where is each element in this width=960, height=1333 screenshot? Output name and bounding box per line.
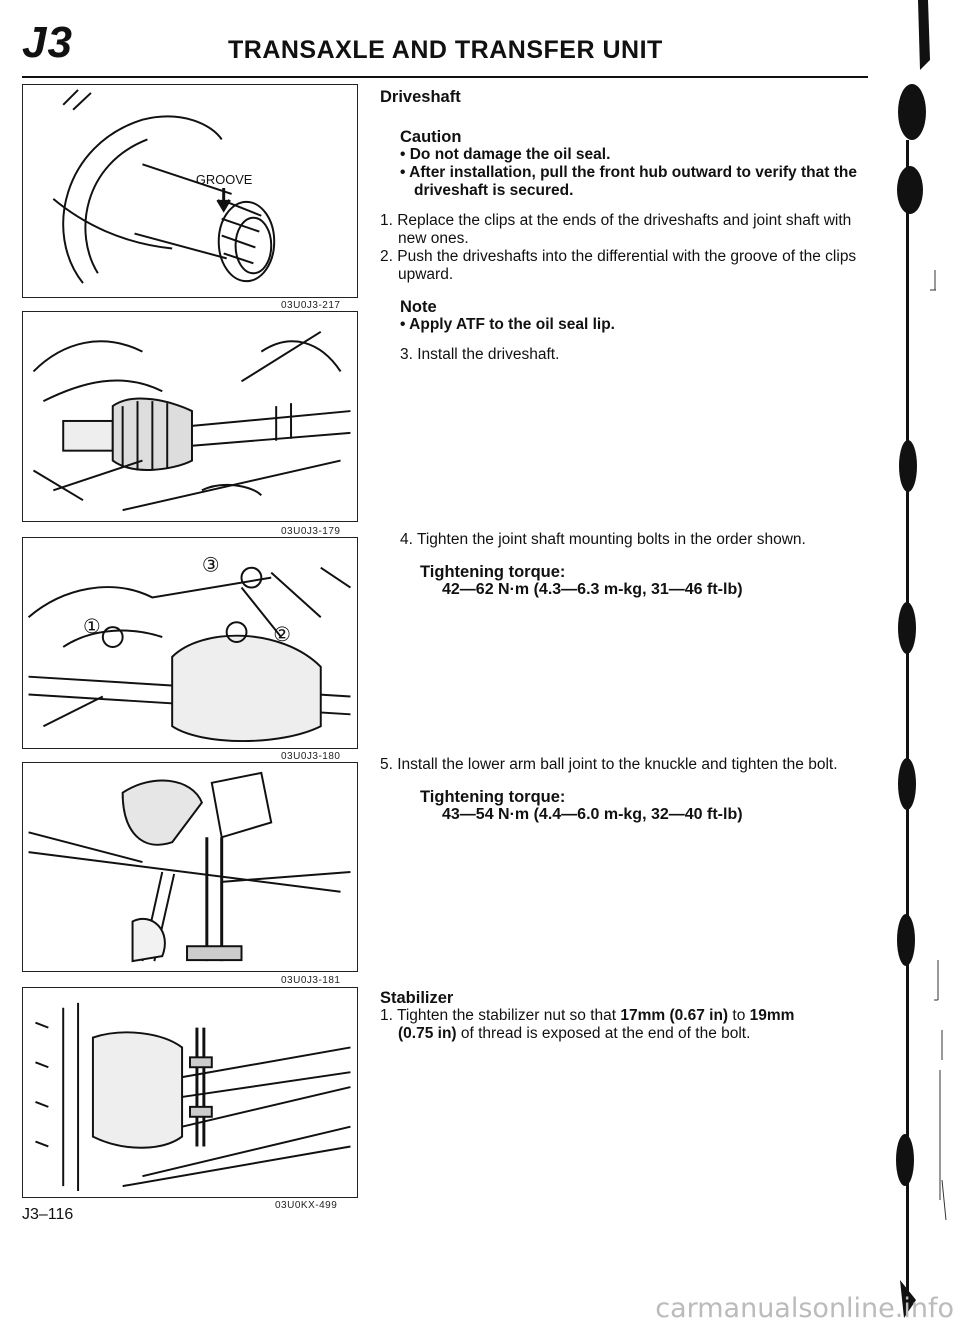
step-2: 2. Push the driveshafts into the differential with the groove of the clips upward. [380,248,857,283]
figure-code-3: 03U0J3-180 [281,751,341,762]
page-title: TRANSAXLE AND TRANSFER UNIT [228,36,663,64]
groove-label: GROOVE [195,172,253,188]
figure-driveshaft-groove [22,84,358,298]
torque-value-1: 42—62 N·m (4.3—6.3 m-kg, 31—46 ft-lb) [442,581,743,598]
watermark: carmanualsonline.info [655,1293,954,1324]
install-driveshaft-illustration [23,312,357,521]
header-rule [22,76,868,78]
driveshaft-heading: Driveshaft [380,88,461,106]
figure-install-driveshaft [22,311,358,522]
callout-3: ③ [201,553,220,577]
figure-code-5: 03U0KX-499 [275,1200,338,1211]
section-code: J3 [22,18,73,67]
stabilizer-heading: Stabilizer [380,989,454,1007]
caution-item-1: • Do not damage the oil seal. [400,146,611,163]
stabilizer-section [380,989,870,1043]
driveshaft-groove-illustration [23,85,357,297]
step-1: 1. Replace the clips at the ends of the driveshafts and joint shaft with new ones. [380,212,852,247]
figure-code-4: 03U0J3-181 [281,975,341,986]
note-label: Note [400,298,437,316]
figure-bolt-order [22,537,358,749]
torque-label-2: Tightening torque: [420,788,566,806]
joint-shaft-section [380,531,870,599]
callout-2: ② [273,623,291,647]
callout-1: ① [83,615,101,639]
torque-label-1: Tightening torque: [420,563,566,581]
caution-item-2: • After installation, pull the front hub outward to verify that the driveshaft is secured. [400,164,857,199]
note-item: • Apply ATF to the oil seal lip. [400,316,615,333]
page-number: J3–116 [22,1206,74,1223]
figure-code-2: 03U0J3-179 [281,526,341,537]
stabilizer-illustration [23,988,357,1197]
ball-joint-section [380,756,870,824]
step-4: 4. Tighten the joint shaft mounting bolts in the order shown. [400,531,806,548]
bolt-order-illustration [23,538,357,748]
torque-value-2: 43—54 N·m (4.4—6.0 m-kg, 32—40 ft-lb) [442,806,743,823]
stabilizer-step-1: 1. Tighten the stabilizer nut so that 17mm (0.67 in) to 19mm (0.75 in) of thread is exposed at the end of the bolt. [380,1007,795,1042]
binding-edge [890,0,960,1328]
ball-joint-illustration [23,763,357,971]
figure-stabilizer [22,987,358,1198]
figure-code-1: 03U0J3-217 [281,300,341,311]
figure-ball-joint [22,762,358,972]
driveshaft-section [380,88,870,364]
caution-label: Caution [400,128,462,146]
step-3: 3. Install the driveshaft. [400,346,560,363]
step-5: 5. Install the lower arm ball joint to the knuckle and tighten the bolt. [380,756,838,773]
